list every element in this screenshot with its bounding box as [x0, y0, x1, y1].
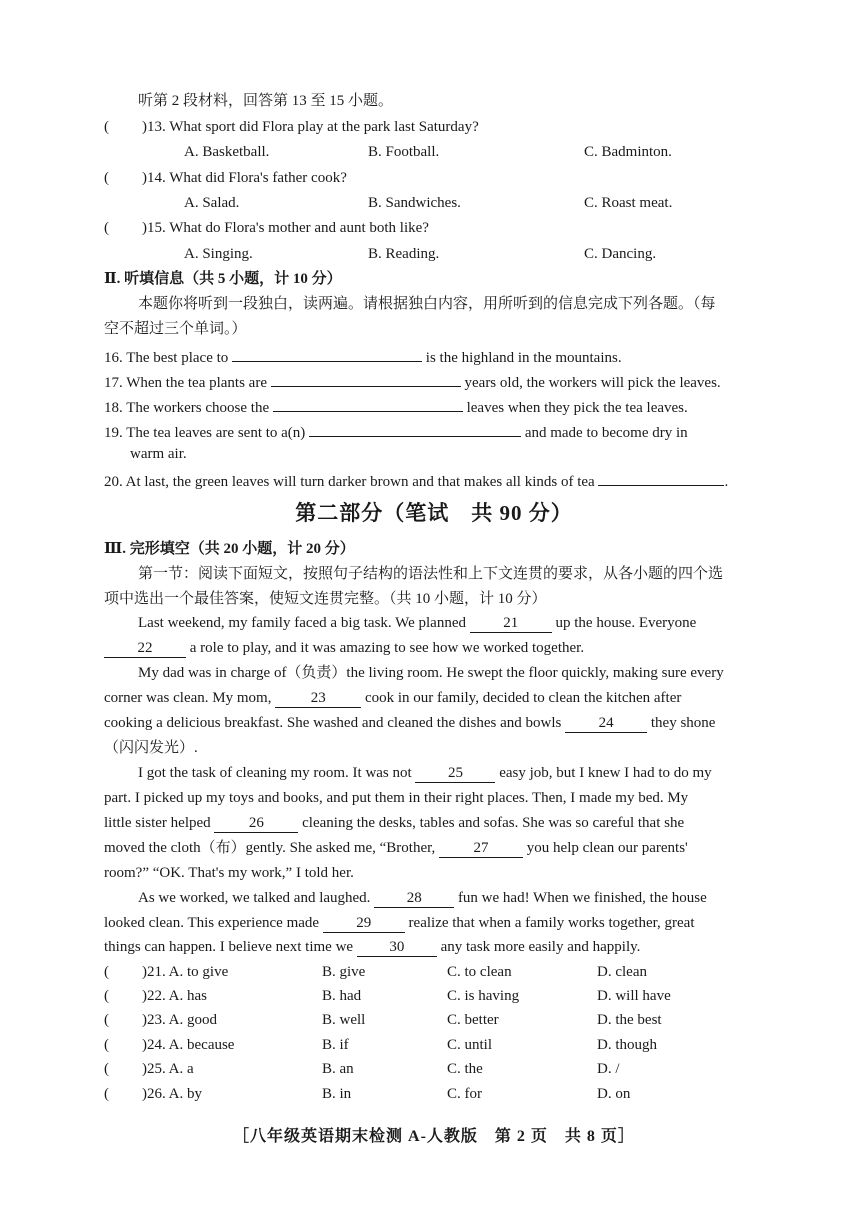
option-26d: D. on: [597, 1086, 631, 1102]
cloze-blank-26[interactable]: 26: [214, 814, 298, 833]
option-21c: C. to clean: [447, 964, 512, 980]
option-13a: A. Basketball.: [184, 144, 270, 160]
question-18: 18. The workers choose the leaves when they pick the tea leaves.: [104, 393, 688, 419]
section-2-title: Ⅱ. 听填信息（共 5 小题，计 10 分）: [104, 271, 342, 287]
option-21d: D. clean: [597, 964, 647, 980]
option-15b: B. Reading.: [368, 246, 440, 262]
part-2-title: 第二部分（笔试 共 90 分）: [295, 501, 573, 525]
cloze-blank-23[interactable]: 23: [275, 689, 361, 708]
cloze-blank-30[interactable]: 30: [357, 938, 437, 957]
option-row-22: ( )22. A. has: [104, 988, 207, 1004]
question-20: 20. At last, the green leaves will turn darker brown and that makes all kinds of tea .: [104, 467, 728, 493]
question-14: ( )14. What did Flora's father cook?: [104, 170, 347, 186]
passage-line: My dad was in charge of（负责）the living room. He swept the floor quickly, making sure every: [138, 665, 724, 681]
option-row-21: ( )21. A. to give: [104, 964, 229, 980]
option-25c: C. the: [447, 1061, 483, 1077]
option-25b: B. an: [322, 1061, 354, 1077]
option-14a: A. Salad.: [184, 195, 240, 211]
passage-line: part. I picked up my toys and books, and put them in their right places. Then, I made my bed. My: [104, 790, 689, 806]
page-footer: ［八年级英语期末检测 A-人教版 第 2 页 共 8 页］: [233, 1128, 635, 1145]
option-22d: D. will have: [597, 988, 671, 1004]
passage-line: room?” “OK. That's my work,” I told her.: [104, 865, 354, 881]
option-22b: B. had: [322, 988, 362, 1004]
option-row-26: ( )26. A. by: [104, 1086, 202, 1102]
option-21b: B. give: [322, 964, 366, 980]
section-3-instr-2: 项中选出一个最佳答案，使短文连贯完整。（共 10 小题，计 10 分）: [104, 591, 547, 607]
option-24d: D. though: [597, 1037, 657, 1053]
question-17: 17. When the tea plants are years old, the workers will pick the leaves.: [104, 368, 721, 394]
option-14c: C. Roast meat.: [584, 195, 673, 211]
answer-blank-19[interactable]: [309, 418, 521, 437]
cloze-blank-28[interactable]: 28: [374, 889, 454, 908]
option-26c: C. for: [447, 1086, 482, 1102]
answer-blank-16[interactable]: [232, 343, 422, 362]
option-23d: D. the best: [597, 1012, 662, 1028]
listening-intro: 听第 2 段材料，回答第 13 至 15 小题。: [138, 93, 394, 109]
option-23c: C. better: [447, 1012, 499, 1028]
option-row-25: ( )25. A. a: [104, 1061, 194, 1077]
cloze-blank-24[interactable]: 24: [565, 714, 647, 733]
passage-line: As we worked, we talked and laughed. 28 fun we had! When we finished, the house: [138, 890, 707, 906]
section-2-instr-1: 本题你将听到一段独白，读两遍。请根据独白内容，用所听到的信息完成下列各题。（每: [138, 296, 716, 312]
cloze-blank-25[interactable]: 25: [415, 764, 495, 783]
option-25d: D. /: [597, 1061, 620, 1077]
passage-line: I got the task of cleaning my room. It was not 25 easy job, but I knew I had to do my: [138, 765, 712, 781]
option-13c: C. Badminton.: [584, 144, 672, 160]
passage-line: 22 a role to play, and it was amazing to see how we worked together.: [104, 637, 584, 659]
option-22c: C. is having: [447, 988, 520, 1004]
question-19: 19. The tea leaves are sent to a(n) and made to become dry in: [104, 418, 688, 444]
cloze-blank-22[interactable]: 22: [104, 639, 186, 658]
passage-line: （闪闪发光）.: [104, 740, 198, 756]
passage-line: cooking a delicious breakfast. She washed and cleaned the dishes and bowls 24 they shone: [104, 715, 716, 731]
option-15a: A. Singing.: [184, 246, 253, 262]
passage-line: corner was clean. My mom, 23 cook in our family, decided to clean the kitchen after: [104, 690, 682, 706]
answer-blank-18[interactable]: [273, 393, 463, 412]
passage-line: Last weekend, my family faced a big task. We planned 21 up the house. Everyone: [138, 615, 697, 631]
option-24b: B. if: [322, 1037, 349, 1053]
passage-line: things can happen. I believe next time we 30 any task more easily and happily.: [104, 939, 641, 955]
passage-line: moved the cloth（布）gently. She asked me, “Brother, 27 you help clean our parents': [104, 840, 688, 856]
question-13: ( )13. What sport did Flora play at the park last Saturday?: [104, 119, 479, 135]
option-13b: B. Football.: [368, 144, 440, 160]
question-19-cont: warm air.: [130, 446, 187, 462]
option-row-24: ( )24. A. because: [104, 1037, 235, 1053]
section-2-instr-2: 空不超过三个单词。）: [104, 321, 247, 337]
section-3-title: Ⅲ. 完形填空（共 20 小题，计 20 分）: [104, 541, 355, 557]
cloze-blank-21[interactable]: 21: [470, 614, 552, 633]
passage-line: little sister helped 26 cleaning the desks, tables and sofas. She was so careful that she: [104, 815, 685, 831]
section-3-instr-1: 第一节：阅读下面短文，按照句子结构的语法性和上下文连贯的要求，从各小题的四个选: [138, 566, 724, 582]
cloze-blank-27[interactable]: 27: [439, 839, 523, 858]
passage-line: looked clean. This experience made 29 realize that when a family works together, great: [104, 915, 695, 931]
question-15: ( )15. What do Flora's mother and aunt both like?: [104, 220, 429, 236]
option-15c: C. Dancing.: [584, 246, 657, 262]
answer-blank-17[interactable]: [271, 368, 461, 387]
option-row-23: ( )23. A. good: [104, 1012, 217, 1028]
option-14b: B. Sandwiches.: [368, 195, 461, 211]
cloze-blank-29[interactable]: 29: [323, 914, 405, 933]
answer-blank-20[interactable]: [598, 467, 724, 486]
option-24c: C. until: [447, 1037, 493, 1053]
question-16: 16. The best place to is the highland in the mountains.: [104, 343, 622, 369]
option-23b: B. well: [322, 1012, 366, 1028]
option-26b: B. in: [322, 1086, 352, 1102]
